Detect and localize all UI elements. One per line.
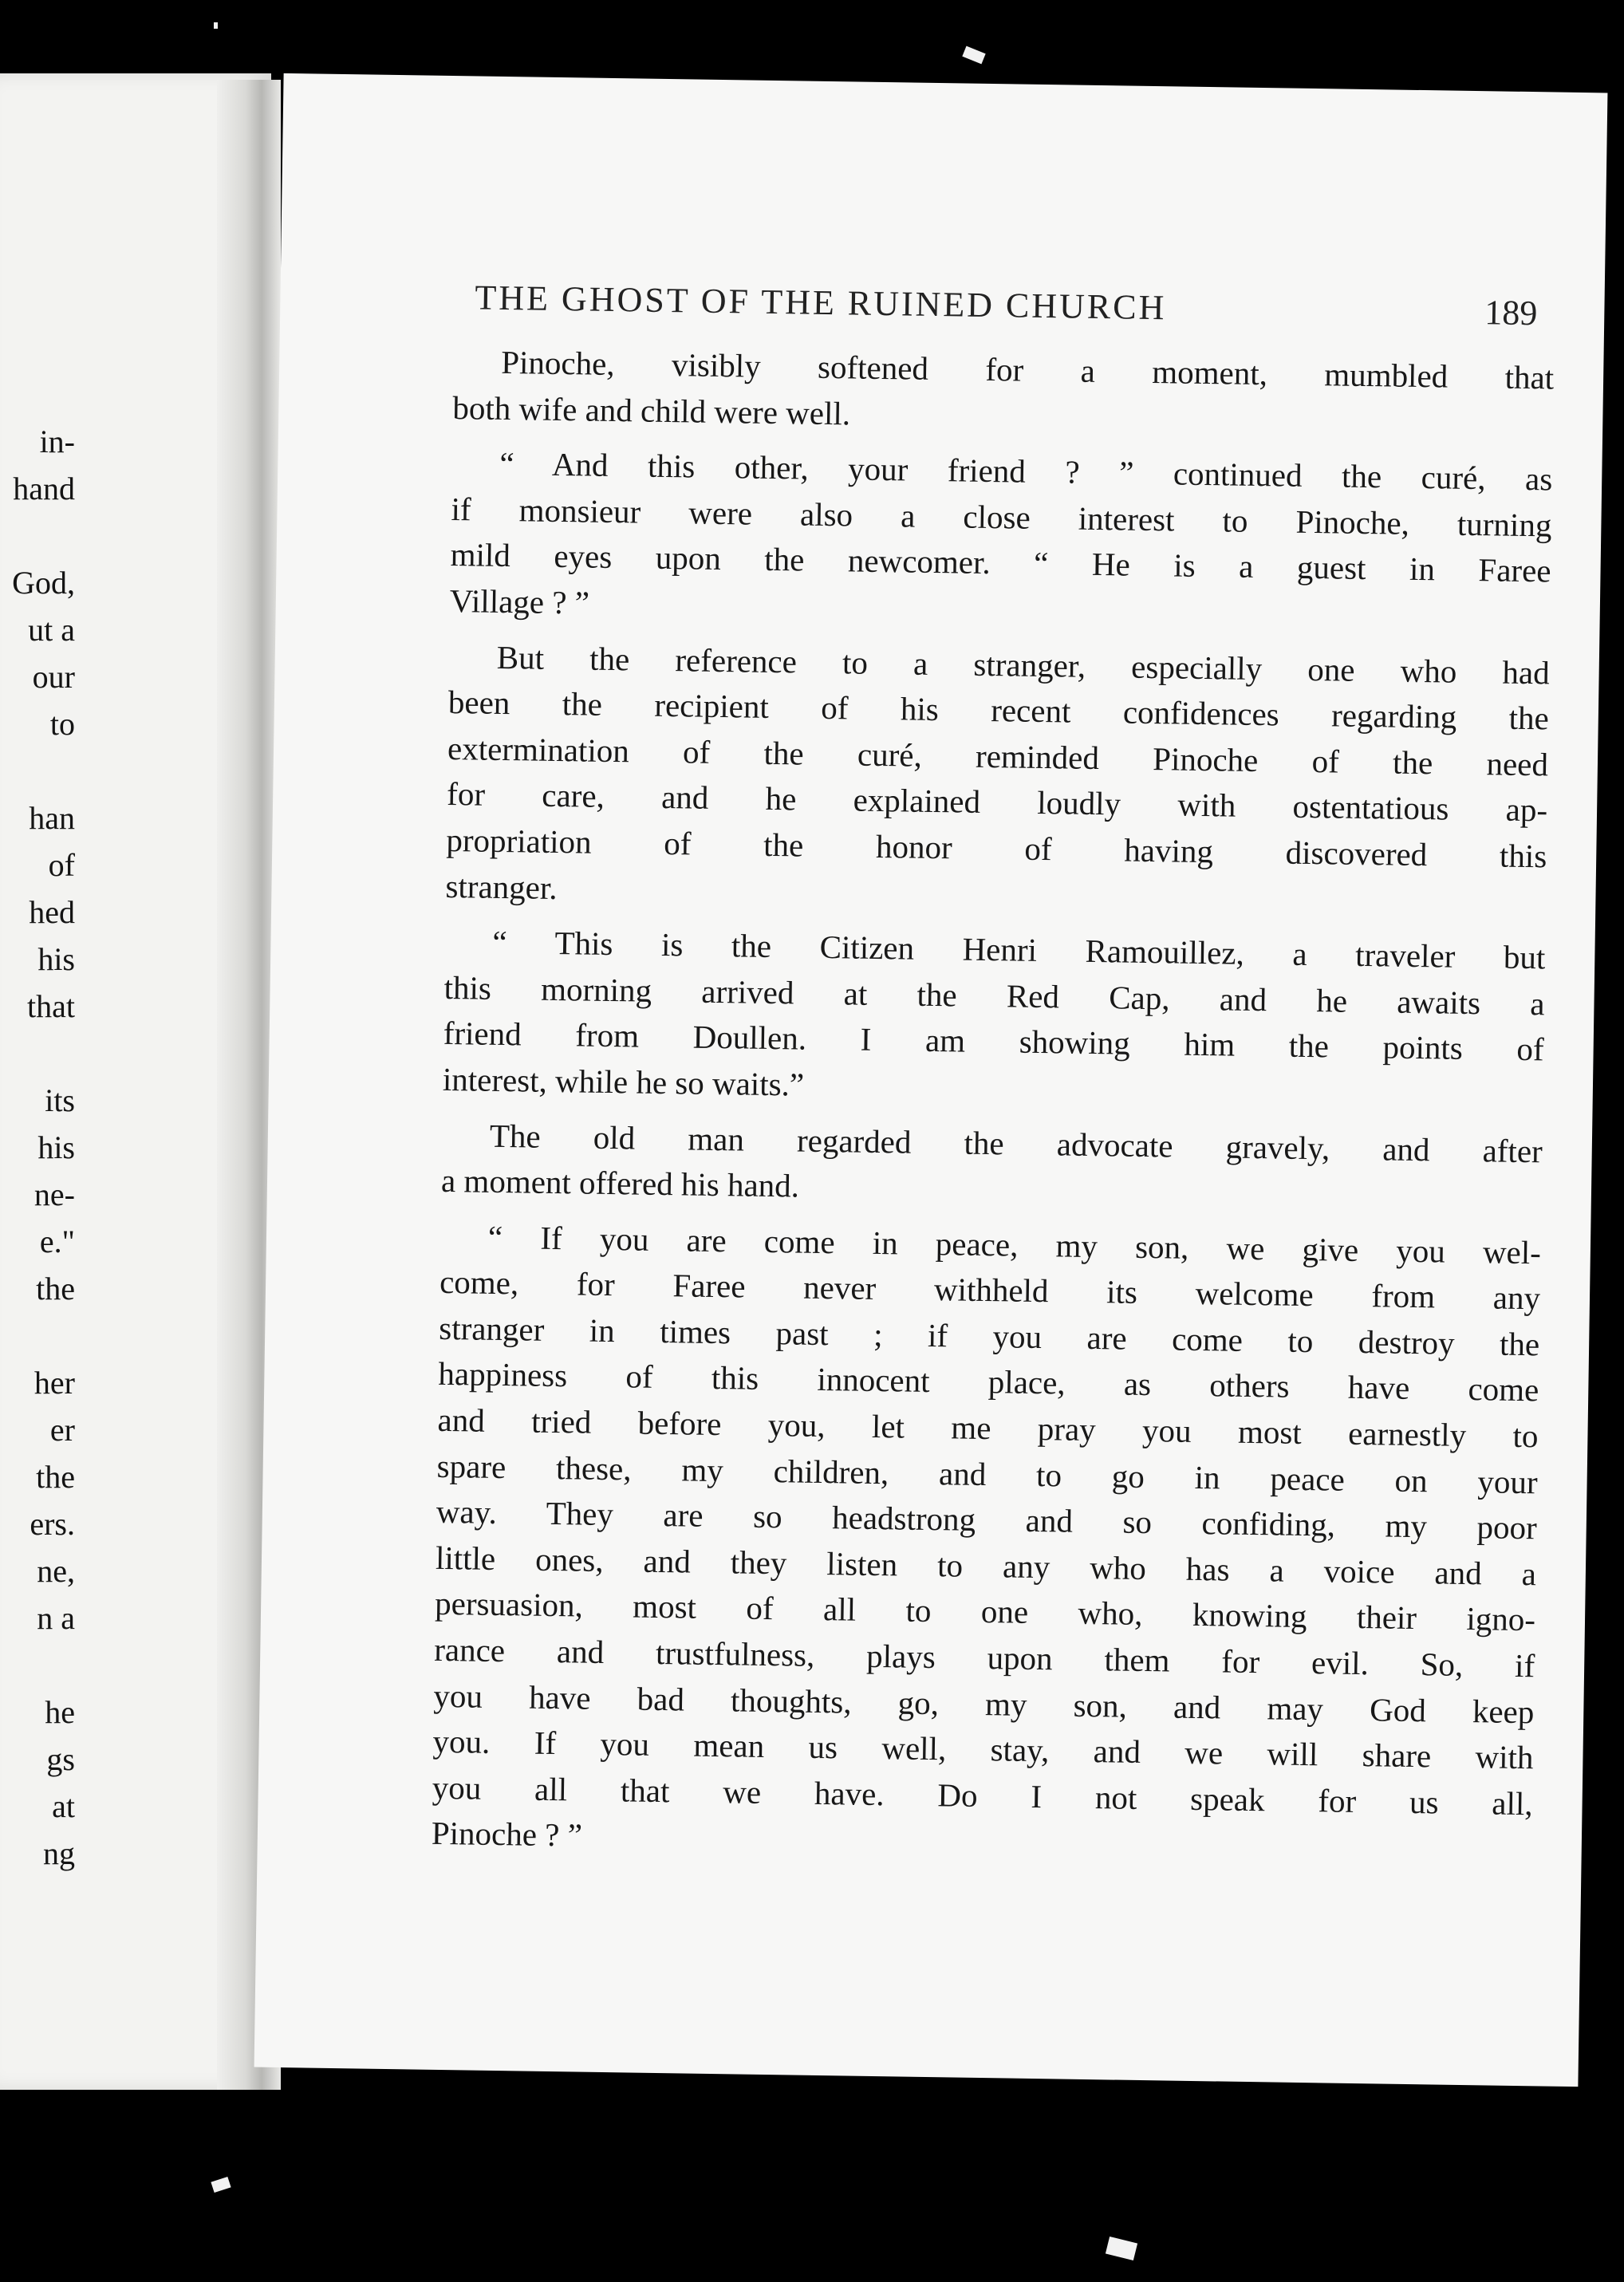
left-fragment: our [32, 659, 75, 695]
scan-speck [1106, 2237, 1137, 2260]
text-line: “ If you are come in peace, my son, we give you wel- [487, 1218, 1542, 1271]
left-fragment: er [49, 1412, 75, 1448]
text-line: rance and trustfulness, plays upon them for evil. So, if [434, 1630, 1535, 1685]
text-line: you. If you mean us well, stay, and we will share with [432, 1723, 1534, 1776]
left-fragment: n a [37, 1600, 75, 1636]
left-fragment: ne, [37, 1553, 75, 1589]
scan-speck [214, 22, 218, 29]
text-line: Pinoche, visibly softened for a moment, mumbled that [500, 343, 1555, 396]
left-fragment: gs [46, 1741, 75, 1777]
scan-speck [962, 46, 985, 65]
left-fragment: ng [43, 1835, 75, 1871]
left-fragment: his [37, 1129, 75, 1165]
left-fragment: ers. [30, 1506, 75, 1542]
text-line: been the recipient of his recent confidences regarding the [447, 684, 1550, 737]
page-number: 189 [1484, 293, 1538, 333]
text-line: friend from Doullen. I am showing him the points of [443, 1015, 1544, 1068]
text-line: for care, and he explained loudly with ostentatious ap- [446, 775, 1548, 829]
left-fragment: at [52, 1788, 75, 1824]
left-fragment: the [36, 1271, 75, 1307]
left-fragment [0, 747, 75, 794]
text-line: a moment offered his hand. [440, 1162, 800, 1204]
left-page-text-fragments [0, 418, 75, 1877]
text-line: “ And this other, your friend ? ” continued the curé, as [499, 445, 1553, 498]
left-fragment: ne- [34, 1176, 75, 1212]
left-fragment: han [29, 800, 75, 836]
paragraph [443, 919, 1546, 1119]
text-line: happiness of this innocent place, as others have come [438, 1355, 1539, 1409]
right-page [254, 73, 1608, 2087]
left-fragment [0, 1030, 75, 1077]
left-fragment: e." [39, 1224, 75, 1259]
text-line: interest, while he so waits.” [442, 1060, 805, 1103]
text-line: come, for Faree never withheld its welcome from any [439, 1263, 1541, 1317]
running-head-title: THE GHOST OF THE RUINED CHURCH [475, 278, 1167, 328]
text-line: stranger. [445, 867, 558, 906]
text-line: Village ? ” [449, 581, 590, 621]
text-line: extermination of the curé, reminded Pinoche of the need [447, 729, 1549, 783]
body-text [431, 339, 1554, 1882]
left-fragment: her [34, 1365, 75, 1401]
left-fragment: the [36, 1459, 75, 1495]
text-line: persuasion, most of all to one who, knowing their igno- [434, 1585, 1536, 1638]
left-fragment: his [37, 941, 75, 977]
text-line: if monsieur were also a close interest to Pinoche, turning [451, 490, 1552, 544]
paragraph [431, 1214, 1541, 1874]
left-fragment [0, 1312, 75, 1359]
left-fragment [0, 512, 75, 559]
text-line: propriation of the honor of having discovered this [446, 821, 1547, 875]
paragraph [449, 440, 1552, 640]
text-line: stranger in times past ; if you are come to destroy the [438, 1309, 1540, 1363]
text-line: spare these, my children, and to go in peace on your [436, 1447, 1538, 1500]
paragraph [452, 339, 1555, 447]
text-line: little ones, and they listen to any who has a voice and a [435, 1539, 1537, 1593]
left-fragment [0, 1642, 75, 1689]
paragraph [445, 634, 1550, 926]
left-fragment: hand [13, 471, 75, 506]
text-line: The old man regarded the advocate gravely, and after [489, 1117, 1543, 1169]
left-fragment: of [48, 847, 75, 883]
text-line: this morning arrived at the Red Cap, and he awaits a [443, 968, 1545, 1023]
text-line: and tried before you, let me pray you most earnestly to [437, 1401, 1539, 1455]
paragraph [441, 1112, 1543, 1220]
left-fragment: he [45, 1694, 75, 1730]
text-line: you have bad thoughts, go, my son, and may God keep [433, 1677, 1535, 1730]
left-fragment: to [49, 706, 75, 742]
left-fragment: ut a [28, 612, 75, 648]
text-line: way. They are so headstrong and so confiding, my poor [436, 1493, 1538, 1547]
left-fragment: in- [39, 424, 75, 459]
left-fragment: its [45, 1082, 75, 1118]
text-line: Pinoche ? ” [431, 1815, 583, 1854]
text-line: mild eyes upon the newcomer. “ He is a guest in Faree [450, 536, 1551, 589]
left-fragment: that [27, 988, 75, 1024]
text-line: But the reference to a stranger, especially one who had [496, 638, 1551, 692]
text-line: both wife and child were well. [452, 388, 851, 432]
text-line: you all that we have. Do I not speak for us all, [432, 1768, 1533, 1823]
left-fragment: God, [12, 565, 75, 601]
scan-speck [211, 2177, 231, 2193]
text-line: “ This is the Citizen Henri Ramouillez, a traveler but [492, 923, 1546, 976]
left-fragment: hed [29, 894, 75, 930]
running-head [475, 277, 1538, 333]
